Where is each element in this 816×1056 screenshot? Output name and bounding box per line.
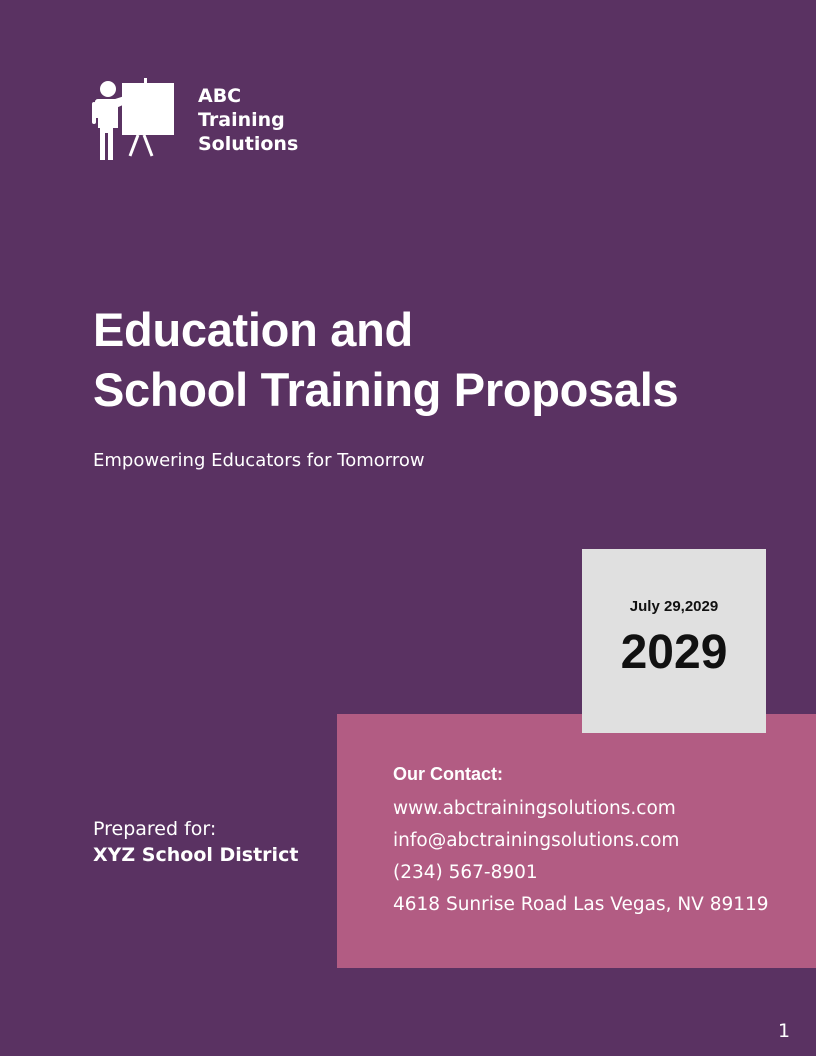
contact-phone: (234) 567-8901 — [393, 862, 538, 883]
title-line-2: School Training Proposals — [93, 363, 679, 416]
date-full: July 29,2029 — [629, 598, 719, 615]
document-title — [93, 300, 678, 420]
contact-details — [393, 793, 769, 921]
company-name-line: Solutions — [198, 133, 299, 155]
company-name — [198, 84, 298, 156]
contact-heading: Our Contact: — [393, 764, 503, 784]
page-number: 1 — [778, 1020, 791, 1042]
teacher-board-icon — [92, 78, 174, 162]
date-box — [582, 549, 766, 733]
date-year: 2029 — [620, 626, 728, 679]
prepared-for-label: Prepared for: — [93, 818, 217, 840]
contact-address: 4618 Sunrise Road Las Vegas, NV 89119 — [393, 894, 769, 915]
company-name-line: ABC — [198, 85, 242, 107]
contact-website: www.abctrainingsolutions.com — [393, 798, 676, 819]
prepared-for-value: XYZ School District — [93, 844, 299, 866]
company-name-line: Training — [198, 109, 285, 131]
prepared-for — [93, 816, 298, 868]
title-line-1: Education and — [93, 303, 413, 356]
document-subtitle: Empowering Educators for Tomorrow — [93, 450, 425, 471]
contact-email: info@abctrainingsolutions.com — [393, 830, 680, 851]
